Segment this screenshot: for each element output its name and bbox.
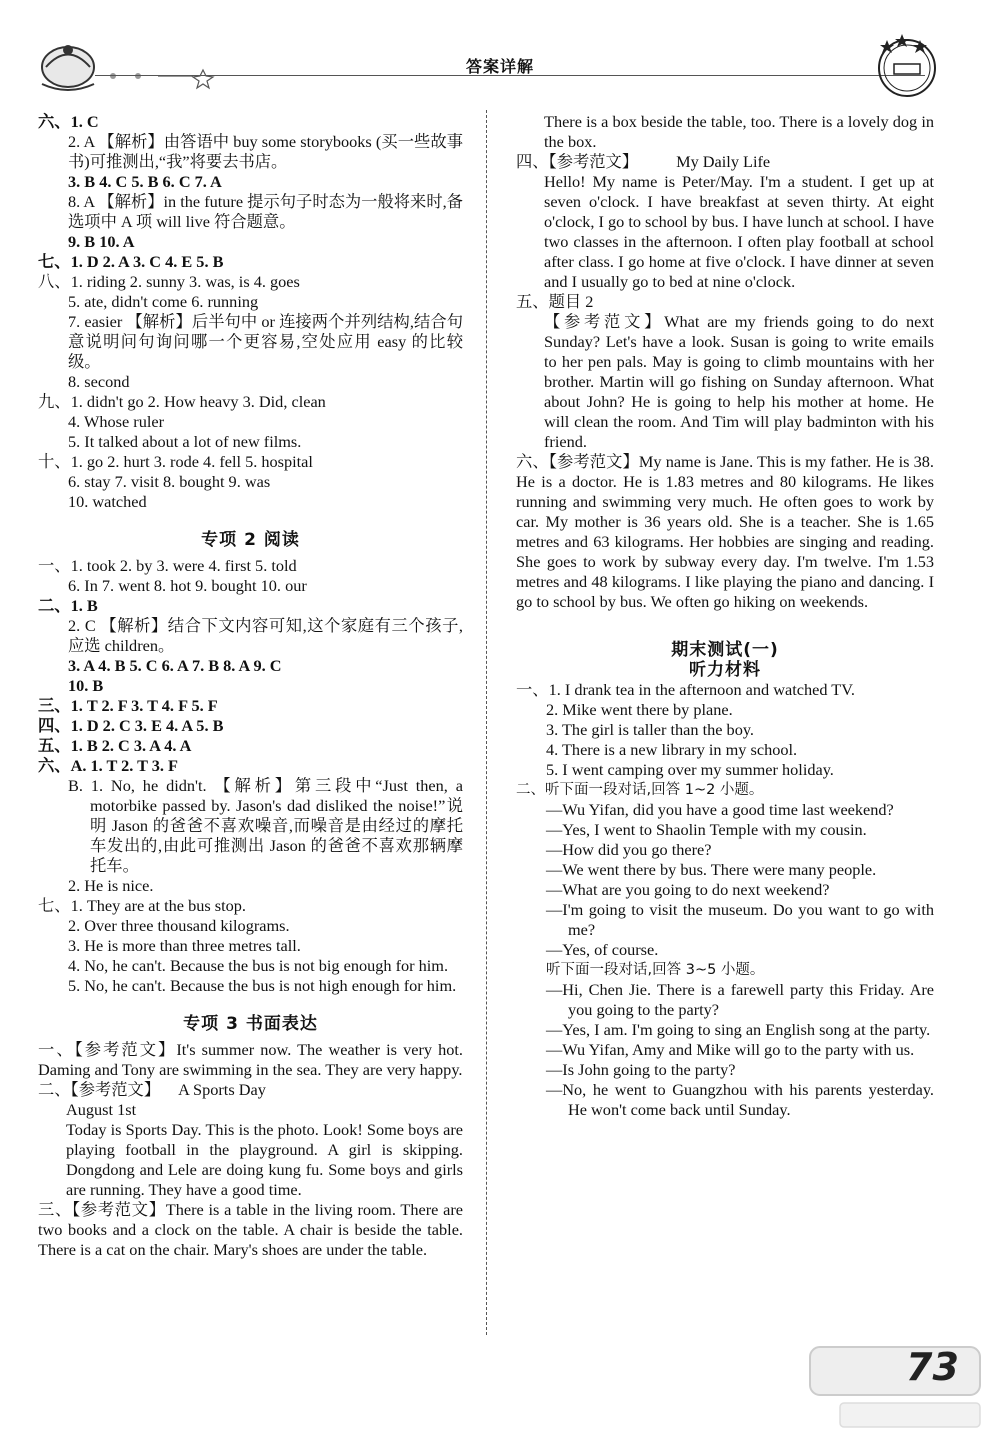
brand-badge-icon [872,30,942,100]
essay-label: 六、【参考范文】 [516,452,639,471]
essay-label: 三、【参考范文】 [38,1200,166,1219]
left-column [38,112,463,1260]
essay-text: Hello! My name is Peter/May. I'm a student. I get up at seven o'clock. I have breakfast at seven thirty. At eight o'clock, I go to school by bus. I have lunch at school. I have two classes in the afternoon. I often play football at school after class. I go home at five o'clock. I have dinner at seven and I usually go to bed at nine o'clock. [544,172,934,291]
column-divider [486,110,487,1335]
answer-line: 2. C 【解析】结合下文内容可知,这个家庭有三个孩子,应选 children。 [68,616,463,655]
answer-line: 2. Over three thousand kilograms. [68,916,290,935]
listening-instruction: 听下面一段对话,回答 3~5 小题。 [546,962,765,978]
essay-text: What are my friends going to do next Sunday? Let's have a look. Susan is going to write emails to her pen pals. May is going to climb mountains with her brother. Martin will go fishing on Sunday afternoon. What about John? He is going to help his mother at home. He will clean the room. And Tim will play badminton with his friend. [544,312,934,451]
answer-line: 三、1. T 2. F 3. T 4. F 5. F [38,696,218,715]
answer-line: 二、1. B [38,596,98,615]
answer-line: 6. In 7. went 8. hot 9. bought 10. our [68,576,307,595]
answer-line: 四、1. D 2. C 3. E 4. A 5. B [38,716,224,735]
essay-title: My Daily Life [676,152,771,171]
dialog-line: —Yes, I am. I'm going to sing an English song at the party. [546,1020,931,1039]
header-rule [95,75,925,76]
essay-text: Today is Sports Day. This is the photo. Look! Some boys are playing football in the playground. A girl is skipping. Dongdong and Lele are doing kung fu. Some boys and girls are running. They have a good time. [66,1120,463,1199]
answer-line: 十、1. go 2. hurt 3. rode 4. fell 5. hospital [38,452,313,471]
dialog-line: —What are you going to do next weekend? [546,880,830,899]
essay-text: It's summer now. The weather is very hot. Daming and Tony are swimming in the sea. They are very happy. [38,1040,463,1079]
page-header [0,0,1000,100]
answer-line: 5. ate, didn't come 6. running [68,292,259,311]
section-title: 专项 2 阅读 [201,530,300,550]
listening-line: 2. Mike went there by plane. [546,700,733,719]
answer-line: 5. No, he can't. Because the bus is not high enough for him. [68,976,457,995]
essay-date: August 1st [66,1100,137,1119]
dialog-line: —Yes, I went to Shaolin Temple with my cousin. [546,820,867,839]
page-number: 73 [906,1345,959,1389]
answer-line: 七、1. They are at the bus stop. [38,896,246,915]
answer-line: 4. Whose ruler [68,412,165,431]
watermark-logo-icon [800,1335,990,1435]
listening-instruction: 二、听下面一段对话,回答 1~2 小题。 [516,782,764,798]
answer-line: 4. No, he can't. Because the bus is not big enough for him. [68,956,449,975]
answer-line: 9. B 10. A [68,232,135,251]
dialog-line: —Wu Yifan, Amy and Mike will go to the party with us. [546,1040,915,1059]
answer-line: 七、1. D 2. A 3. C 4. E 5. B [38,252,224,271]
dialog-line: —No, he went to Guangzhou with his parents yesterday. He won't come back until Sunday. [546,1080,934,1119]
essay-block [516,312,934,452]
listening-line: 3. The girl is taller than the boy. [546,720,754,739]
answer-line: 八、1. riding 2. sunny 3. was, is 4. goes [38,272,300,291]
essay-heading [38,1080,463,1100]
header-title: 答案详解 [465,57,534,76]
answer-line: 一、1. took 2. by 3. were 4. first 5. told [38,556,297,575]
dialog-line: —I'm going to visit the museum. Do you want to go with me? [546,900,934,939]
essay-block [38,1200,463,1260]
answer-line: 3. A 4. B 5. C 6. A 7. B 8. A 9. C [68,656,282,675]
essay-text: There is a box beside the table, too. There is a lovely dog in the box. [544,112,934,151]
answer-line: 7. easier 【解析】后半句中 or 连接两个并列结构,结合句意说明问句询问哪一个更容易,空处应用 easy 的比较级。 [68,312,463,371]
dialog-line: —Yes, of course. [546,940,659,959]
answer-line: 2. A 【解析】由答语中 buy some storybooks (买一些故事书)可推测出,“我”将要去书店。 [68,132,463,171]
listening-title: 听力材料 [689,660,761,680]
listening-line: 5. I went camping over my summer holiday. [546,760,834,779]
answer-line: 2. He is nice. [68,876,154,895]
essay-heading: 五、题目 2 [516,292,594,311]
answer-line: 3. He is more than three metres tall. [68,936,301,955]
essay-text: There is a table in the living room. There are two books and a clock on the table. A chair is beside the table. There is a cat on the chair. Mary's shoes are under the table. [38,1200,463,1259]
answer-line: 10. B [68,676,104,695]
essay-label: 【参考范文】 [544,312,665,331]
answer-line: 5. It talked about a lot of new films. [68,432,302,451]
dialog-line: —Wu Yifan, did you have a good time last weekend? [546,800,894,819]
essay-label: 二、【参考范文】 [38,1080,161,1099]
section-title: 专项 3 书面表达 [183,1014,318,1034]
answer-line: 8. second [68,372,130,391]
answer-line: 3. B 4. C 5. B 6. C 7. A [68,172,222,191]
essay-label: 四、【参考范文】 [516,152,639,171]
answer-line: 8. A 【解析】in the future 提示句子时态为一般将来时,备选项中 A 项 will live 符合题意。 [68,192,463,231]
essay-title: A Sports Day [178,1080,266,1099]
essay-text: My name is Jane. This is my father. He is 38. He is a doctor. He is 1.83 metres and 80 kilograms. He likes running and swimming very much. He often goes to work by car. My mother is 36 years old. She is a teacher. She is 1.65 metres and 63 kilograms. Her hobbies are singing and reading. She goes to work by subway every day. I'm twelve. I'm 1.53 metres and 48 kilograms. I like playing the piano and dancing. I go to school by bus. We often go hiking on weekends. [516,452,934,611]
answer-line: 10. watched [68,492,147,511]
essay-block [516,452,934,612]
dialog-line: —We went there by bus. There were many people. [546,860,877,879]
right-column [516,112,934,1120]
dialog-line: —Is John going to the party? [546,1060,736,1079]
answer-line: 6. stay 7. visit 8. bought 9. was [68,472,271,491]
essay-block [38,1040,463,1080]
answer-line: 六、1. C [38,112,99,131]
essay-label: 一、【参考范文】 [38,1040,177,1059]
essay-heading [516,152,934,172]
dialog-line: —Hi, Chen Jie. There is a farewell party this Friday. Are you going to the party? [546,980,934,1019]
answer-line: 六、A. 1. T 2. T 3. F [38,756,178,775]
listening-line: 4. There is a new library in my school. [546,740,798,759]
listening-line: 一、1. I drank tea in the afternoon and watched TV. [516,680,855,699]
dialog-line: —How did you go there? [546,840,712,859]
answer-line: B. 1. No, he didn't. 【解析】第三段中“Just then, a motorbike passed by. Jason's dad disliked the noise!”说明 Jason 的爸爸不喜欢噪音,而噪音是由经过的摩托车发出的,由此可推测出 Jason 的爸爸不喜欢那辆摩托车。 [68,776,463,875]
exam-title: 期末测试(一) [671,640,779,660]
answer-line: 九、1. didn't go 2. How heavy 3. Did, clean [38,392,326,411]
answer-line: 五、1. B 2. C 3. A 4. A [38,736,192,755]
